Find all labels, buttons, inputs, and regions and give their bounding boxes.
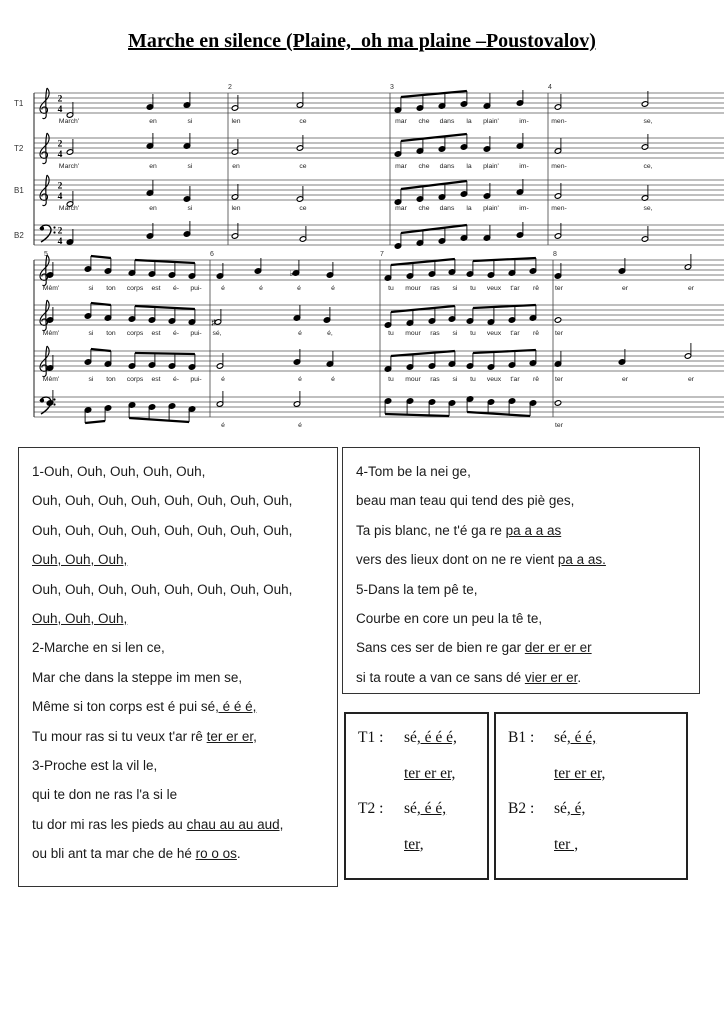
svg-text:men-: men- xyxy=(551,163,567,170)
lyric-line: Même si ton corps est é pui sé, é é é, xyxy=(32,699,257,715)
svg-text:Mêm': Mêm' xyxy=(42,330,60,337)
voice-row: ter, xyxy=(404,835,424,853)
lyric-line: 5-Dans la tem pê te, xyxy=(356,581,478,597)
svg-text:la: la xyxy=(466,163,472,170)
lyric-line: ou bli ant ta mar che de hé ro o os. xyxy=(32,846,241,862)
svg-text:se,: se, xyxy=(643,118,653,125)
lyric-line: vers des lieux dont on ne re vient pa a as. xyxy=(356,552,606,568)
svg-text:est: est xyxy=(151,285,161,292)
svg-text:sé,: sé, xyxy=(212,330,222,337)
svg-text:tu: tu xyxy=(470,330,476,337)
lyric-line: Ta pis blanc, ne t'é ga re pa a a as xyxy=(356,522,562,538)
svg-text:ce: ce xyxy=(299,205,307,212)
svg-text:dans: dans xyxy=(439,118,455,125)
svg-text:veux: veux xyxy=(486,285,502,292)
svg-text:si: si xyxy=(452,285,458,292)
svg-text:che: che xyxy=(418,163,430,170)
svg-text:corps: corps xyxy=(126,376,144,383)
svg-text:dans: dans xyxy=(439,163,455,170)
svg-text:pui-: pui- xyxy=(190,285,202,292)
svg-text:ter: ter xyxy=(555,422,563,429)
svg-text:rê: rê xyxy=(532,285,540,292)
svg-text:ce,: ce, xyxy=(643,163,653,170)
music-system-2 xyxy=(0,250,724,435)
svg-text:mar: mar xyxy=(395,205,407,212)
svg-text:4: 4 xyxy=(548,84,552,91)
svg-text:March': March' xyxy=(58,118,80,125)
svg-text:é: é xyxy=(221,376,225,383)
svg-text:é-: é- xyxy=(172,285,180,292)
svg-text:2: 2 xyxy=(57,181,63,192)
page-title: Marche en silence (Plaine, oh ma plaine –Poustovalov) xyxy=(128,30,596,52)
svg-text:mour: mour xyxy=(405,376,421,383)
svg-text:si: si xyxy=(88,330,94,337)
svg-text:é: é xyxy=(298,376,302,383)
svg-text:t'ar: t'ar xyxy=(510,376,520,383)
svg-text:men-: men- xyxy=(551,118,567,125)
voice-box-tenors xyxy=(344,712,489,880)
svg-text:é-: é- xyxy=(172,376,180,383)
voice-label: T2 : xyxy=(358,800,384,817)
lyric-line: Ouh, Ouh, Ouh, Ouh, Ouh, Ouh, Ouh, Ouh, xyxy=(32,522,293,538)
svg-text:er: er xyxy=(621,285,629,292)
svg-text:mour: mour xyxy=(405,285,421,292)
svg-text:Mêm': Mêm' xyxy=(42,376,60,383)
voice-label: T1 : xyxy=(358,729,384,746)
lyric-line: Ouh, Ouh, Ouh, Ouh, Ouh, Ouh, Ouh, Ouh, xyxy=(32,493,293,509)
voice-row: T2 : sé, é é, xyxy=(358,796,487,832)
lyric-line: Courbe en core un peu la tê te, xyxy=(356,610,543,626)
lyric-line: 4-Tom be la nei ge, xyxy=(356,464,471,479)
lyric-line: si ta route a van ce sans dé vier er er. xyxy=(356,669,582,685)
voice-row: ter er er, xyxy=(404,764,456,782)
lyric-line: Ouh, Ouh, Ouh, xyxy=(32,552,128,568)
svg-text:T1: T1 xyxy=(14,99,24,108)
svg-text:plain': plain' xyxy=(483,118,499,125)
svg-text:é: é xyxy=(259,285,263,292)
svg-text:la: la xyxy=(466,205,472,212)
svg-text:veux: veux xyxy=(486,330,502,337)
svg-text:ter: ter xyxy=(555,330,563,337)
svg-text:B1: B1 xyxy=(14,186,24,195)
voice-label: B1 : xyxy=(508,729,535,746)
voice-label: B2 : xyxy=(508,800,535,817)
svg-text:ter: ter xyxy=(555,376,563,383)
svg-text:si: si xyxy=(187,163,193,170)
svg-text:4: 4 xyxy=(57,192,63,202)
svg-text:é: é xyxy=(298,422,302,429)
svg-text:est: est xyxy=(151,376,161,383)
svg-text:ce: ce xyxy=(299,118,307,125)
lyric-line: beau man teau qui tend des piè ges, xyxy=(356,493,575,509)
svg-text:mour: mour xyxy=(405,330,421,337)
svg-text:im-: im- xyxy=(519,118,529,125)
svg-text:♭: ♭ xyxy=(289,269,294,278)
svg-text:ton: ton xyxy=(106,285,116,292)
lyric-line: Mar che dans la steppe im men se, xyxy=(32,669,243,685)
svg-text:si: si xyxy=(187,205,193,212)
svg-text:tu: tu xyxy=(388,285,394,292)
svg-text:ras: ras xyxy=(430,285,440,292)
svg-text:ton: ton xyxy=(106,376,116,383)
svg-text:corps: corps xyxy=(126,330,144,337)
svg-text:ce: ce xyxy=(299,163,307,170)
svg-text:4: 4 xyxy=(57,237,63,247)
lyrics-box-verses-4-5 xyxy=(342,447,700,694)
svg-text:corps: corps xyxy=(126,285,144,292)
svg-text:ras: ras xyxy=(430,376,440,383)
svg-text:men-: men- xyxy=(551,205,567,212)
svg-text:len: len xyxy=(231,205,241,212)
svg-text:2: 2 xyxy=(57,226,63,237)
svg-text:che: che xyxy=(418,205,430,212)
svg-text:March': March' xyxy=(58,163,80,170)
svg-text:é: é xyxy=(297,285,301,292)
svg-text:ter: ter xyxy=(555,285,563,292)
svg-text:é: é xyxy=(221,422,225,429)
svg-text:che: che xyxy=(418,118,430,125)
svg-text:é-: é- xyxy=(172,330,180,337)
svg-text:mar: mar xyxy=(395,163,407,170)
svg-text:si: si xyxy=(88,285,94,292)
svg-text:2: 2 xyxy=(228,84,232,91)
lyrics-box-verses-1-3 xyxy=(18,447,338,887)
svg-text:er: er xyxy=(687,376,695,383)
svg-text:é: é xyxy=(331,376,335,383)
svg-text:tu: tu xyxy=(470,376,476,383)
lyric-line: Ouh, Ouh, Ouh, Ouh, Ouh, Ouh, Ouh, Ouh, xyxy=(32,581,293,597)
lyric-line: Tu mour ras si tu veux t'ar rê ter er er, xyxy=(32,728,257,744)
svg-text:im-: im- xyxy=(519,205,529,212)
voice-row: T1 : sé, é é é, xyxy=(358,725,487,761)
lyric-line: 3-Proche est la vil le, xyxy=(32,757,158,773)
svg-text:tu: tu xyxy=(470,285,476,292)
svg-text:Mêm': Mêm' xyxy=(42,285,60,292)
svg-text:rê: rê xyxy=(532,330,540,337)
svg-text:se,: se, xyxy=(643,205,653,212)
svg-text:é: é xyxy=(331,285,335,292)
music-system-1 xyxy=(0,84,724,254)
svg-text:3: 3 xyxy=(390,84,394,91)
svg-text:pui-: pui- xyxy=(190,376,202,383)
svg-text:en: en xyxy=(232,163,240,170)
voice-row: B1 : sé, é é, xyxy=(508,725,686,761)
svg-text:8: 8 xyxy=(553,251,557,258)
lyric-line: 1-Ouh, Ouh, Ouh, Ouh, Ouh, xyxy=(32,464,206,479)
svg-text:7: 7 xyxy=(380,251,384,258)
svg-text:er: er xyxy=(621,376,629,383)
svg-text:5: 5 xyxy=(44,251,48,258)
lyric-line: Ouh, Ouh, Ouh, xyxy=(32,610,128,626)
svg-text:ton: ton xyxy=(106,330,116,337)
svg-text:plain': plain' xyxy=(483,163,499,170)
svg-text:♯: ♯ xyxy=(211,318,216,327)
voice-row: ter er er, xyxy=(554,764,606,782)
svg-text:er: er xyxy=(687,285,695,292)
svg-text:si: si xyxy=(452,376,458,383)
lyric-line: 2-Marche en si len ce, xyxy=(32,640,165,656)
svg-text:si: si xyxy=(452,330,458,337)
svg-text:é: é xyxy=(221,285,225,292)
svg-text:si: si xyxy=(88,376,94,383)
svg-text:tu: tu xyxy=(388,330,394,337)
lyric-line: tu dor mi ras les pieds au chau au au aud, xyxy=(32,816,284,832)
svg-text:é,: é, xyxy=(327,330,333,337)
svg-text:é: é xyxy=(298,330,302,337)
svg-text:6: 6 xyxy=(210,251,214,258)
svg-text:en: en xyxy=(149,205,157,212)
svg-text:mar: mar xyxy=(395,118,407,125)
svg-text:dans: dans xyxy=(439,205,455,212)
lyric-line: qui te don ne ras l'a si le xyxy=(32,787,178,803)
svg-text:T2: T2 xyxy=(14,144,24,153)
voice-box-basses xyxy=(494,712,688,880)
svg-text:pui-: pui- xyxy=(190,330,202,337)
svg-text:2: 2 xyxy=(57,139,63,150)
svg-text:2: 2 xyxy=(57,94,63,105)
svg-text:t'ar: t'ar xyxy=(510,285,520,292)
voice-row: ter , xyxy=(554,835,579,853)
svg-text:plain': plain' xyxy=(483,205,499,212)
svg-text:4: 4 xyxy=(57,105,63,115)
svg-text:si: si xyxy=(187,118,193,125)
svg-text:veux: veux xyxy=(486,376,502,383)
svg-text:4: 4 xyxy=(57,150,63,160)
svg-text:March': March' xyxy=(58,205,80,212)
svg-text:est: est xyxy=(151,330,161,337)
svg-text:im-: im- xyxy=(519,163,529,170)
lyric-line: Sans ces ser de bien re gar der er er er xyxy=(356,640,592,656)
svg-text:t'ar: t'ar xyxy=(510,330,520,337)
voice-row: B2 : sé, é, xyxy=(508,796,686,832)
svg-text:rê: rê xyxy=(532,376,540,383)
svg-text:tu: tu xyxy=(388,376,394,383)
svg-text:len: len xyxy=(231,118,241,125)
svg-text:ras: ras xyxy=(430,330,440,337)
svg-text:B2: B2 xyxy=(14,231,24,240)
svg-text:en: en xyxy=(149,118,157,125)
svg-text:en: en xyxy=(149,163,157,170)
svg-text:la: la xyxy=(466,118,472,125)
